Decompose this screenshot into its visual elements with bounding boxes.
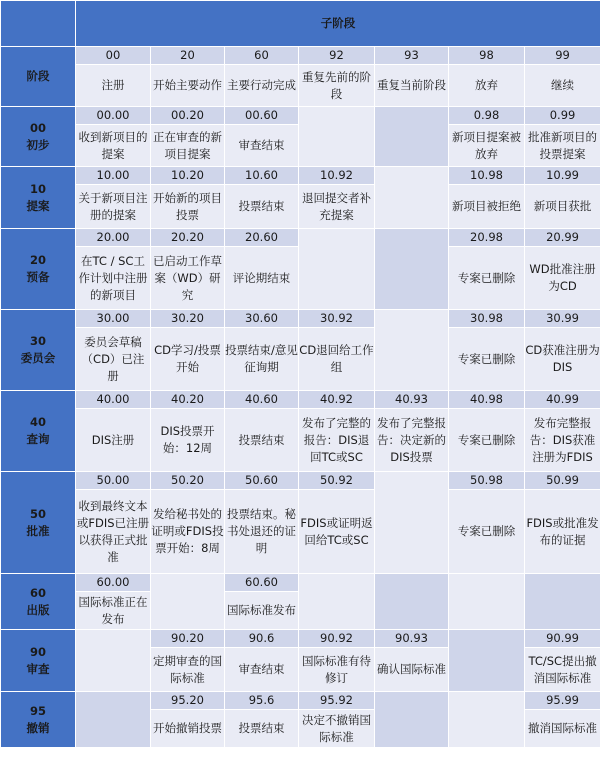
stage-row-codes [1,107,600,125]
substage-description: 投票结束 [225,185,299,229]
stage-row-codes [1,167,600,185]
empty-cell [299,107,375,167]
substage-description: 专案已删除 [449,247,525,310]
stage-name: 预备 [26,270,50,284]
empty-cell [151,574,225,630]
stage-row-codes [1,574,600,592]
substage-code: 50.92 [299,472,375,490]
substage-description: 退回提交者补充提案 [299,185,375,229]
column-code: 99 [525,47,600,65]
empty-cell [375,472,449,574]
substage-code: 90.92 [299,630,375,648]
stage-code: 95 [29,703,46,718]
substage-code: 50.99 [525,472,600,490]
empty-cell [375,692,449,748]
substage-code: 30.60 [225,310,299,328]
empty-cell [449,692,525,748]
column-label: 注册 [76,65,151,107]
empty-cell [76,630,151,692]
substage-description: CD退回给工作组 [299,328,375,391]
substage-code: 10.99 [525,167,600,185]
substage-code: 20.98 [449,229,525,247]
substage-description: 新项目获批 [525,185,600,229]
substage-code: 10.60 [225,167,299,185]
stage-code: 20 [29,253,46,267]
stage-label [1,692,76,748]
stage-row-descriptions [1,490,600,574]
substage-code: 90.99 [525,630,600,648]
substage-description: 新项目提案被放弃 [449,125,525,167]
substage-code: 95.99 [525,692,600,710]
substage-description: FDIS或批准发布的证据 [525,490,600,574]
empty-cell [375,574,449,630]
substage-code: 10.20 [151,167,225,185]
column-label: 继续 [525,65,600,107]
substage-description: 已启动工作草案（WD）研究 [151,247,225,310]
substage-code: 10.98 [449,167,525,185]
stage-name: 委员会 [20,351,56,365]
substage-code: 30.99 [525,310,600,328]
empty-cell [375,107,449,167]
substage-code: 00.00 [76,107,151,125]
substage-code: 50.20 [151,472,225,490]
column-code: 00 [76,47,151,65]
substage-code: 0.98 [449,107,525,125]
substage-description: CD学习/投票开始 [151,328,225,391]
empty-cell [299,229,375,310]
substage-description: 国际标准正在发布 [76,592,151,630]
stage-code: 50 [29,506,46,521]
stage-name: 查询 [26,432,50,446]
substage-description: 投票结束 [225,409,299,472]
substage-description: 发布了完整的报告：DIS退回TC或SC [299,409,375,472]
substage-code: 10.92 [299,167,375,185]
substage-code: 00.20 [151,107,225,125]
substage-code: 40.00 [76,391,151,409]
stage-code: 30 [29,334,46,348]
column-code: 60 [225,47,299,65]
column-code: 92 [299,47,375,65]
substage-code: 50.00 [76,472,151,490]
column-label: 放弃 [449,65,525,107]
stage-label [1,107,76,167]
substage-description: 委员会草稿（CD）已注册 [76,328,151,391]
empty-cell [525,574,600,630]
substage-code: 95.6 [225,692,299,710]
substage-description: 定期审查的国际标准 [151,648,225,692]
substage-code: 30.92 [299,310,375,328]
column-label: 重复当前阶段 [375,65,449,107]
substage-code: 40.99 [525,391,600,409]
stage-row-descriptions [1,185,600,229]
substage-code: 20.99 [525,229,600,247]
substage-code: 90.20 [151,630,225,648]
substage-code: 40.60 [225,391,299,409]
substage-code: 20.60 [225,229,299,247]
stage-name: 初步 [26,137,50,152]
empty-cell [76,692,151,748]
stage-code: 00 [29,120,46,135]
stage-label [1,167,76,229]
stage-code: 10 [29,181,46,196]
stage-row-codes [1,229,600,247]
substage-description: 开始新的项目投票 [151,185,225,229]
empty-cell [449,630,525,692]
substage-code: 30.20 [151,310,225,328]
stage-name: 出版 [26,602,50,617]
stage-label [1,391,76,472]
substage-code: 90.6 [225,630,299,648]
substage-code: 20.20 [151,229,225,247]
substage-description: WD批准注册为CD [525,247,600,310]
substage-code: 30.98 [449,310,525,328]
empty-cell [449,574,525,630]
substage-description: 发给秘书处的证明或FDIS投票开始：8周 [151,490,225,574]
column-label: 重复先前的阶段 [299,65,375,107]
stage-code: 60 [29,585,46,600]
substage-description: TC/SC提出撤消国际标准 [525,648,600,692]
substage-description: DIS注册 [76,409,151,472]
substage-description: 投票结束/意见征询期 [225,328,299,391]
column-code: 20 [151,47,225,65]
substage-code: 50.98 [449,472,525,490]
stage-row-descriptions [1,328,600,391]
substage-description: 专案已删除 [449,328,525,391]
substage-description: CD获准注册为DIS [525,328,600,391]
substage-description: 撤消国际标准 [525,710,600,748]
column-label: 主要行动完成 [225,65,299,107]
empty-cell [299,574,375,630]
substage-code: 40.93 [375,391,449,409]
substage-description: 审查结束 [225,648,299,692]
substage-description: 决定不撤销国际标准 [299,710,375,748]
substage-code: 60.00 [76,574,151,592]
stage-name: 提案 [26,198,50,213]
substage-description: 收到新项目的提案 [76,125,151,167]
empty-cell [375,229,449,310]
substage-description: 国际标准有待修订 [299,648,375,692]
substage-description: 投票结束。秘书处退还的证明 [225,490,299,574]
substage-code: 50.60 [225,472,299,490]
substage-description: 正在审查的新项目提案 [151,125,225,167]
stage-code: 40 [29,415,46,429]
stage-row-descriptions [1,409,600,472]
substage-code: 30.00 [76,310,151,328]
corner-cell [1,1,76,47]
substage-description: 专案已删除 [449,490,525,574]
substage-description: 发布了完整报告：决定新的DIS投票 [375,409,449,472]
substage-code: 0.99 [525,107,600,125]
stage-label [1,630,76,692]
stage-label [1,472,76,574]
substage-description: 确认国际标准 [375,648,449,692]
column-code: 98 [449,47,525,65]
substage-description: 在TC / SC工作计划中注册的新项目 [76,247,151,310]
stage-row-codes [1,692,600,710]
substage-header: 子阶段 [76,1,600,47]
substage-code: 95.20 [151,692,225,710]
stage-label [1,310,76,391]
substage-description: 开始撤销投票 [151,710,225,748]
substage-code: 00.60 [225,107,299,125]
stage-column-header: 阶段 [1,47,76,107]
stage-name: 撤销 [26,720,50,735]
stage-row-codes [1,630,600,648]
substage-description: DIS投票开始：12周 [151,409,225,472]
substage-code: 10.00 [76,167,151,185]
stage-code: 90 [29,644,46,659]
substage-code: 95.92 [299,692,375,710]
stage-row-codes [1,472,600,490]
empty-cell [375,167,449,229]
stage-name: 批准 [26,523,50,538]
substage-code: 40.92 [299,391,375,409]
substage-description: 关于新项目注册的提案 [76,185,151,229]
stage-row-codes [1,391,600,409]
empty-cell [375,310,449,391]
stage-row-codes [1,310,600,328]
stage-name: 审查 [26,661,50,676]
substage-code: 40.20 [151,391,225,409]
substage-description: 专案已删除 [449,409,525,472]
substage-code: 90.93 [375,630,449,648]
substage-description: FDIS或证明返回给TC或SC [299,490,375,574]
substage-description: 收到最终文本或FDIS已注册以获得正式批准 [76,490,151,574]
substage-code: 40.98 [449,391,525,409]
stage-label [1,574,76,630]
column-label: 开始主要动作 [151,65,225,107]
substage-description: 发布完整报告：DIS获准注册为FDIS [525,409,600,472]
stage-label [1,229,76,310]
substage-description: 评论期结束 [225,247,299,310]
substage-description: 新项目被拒绝 [449,185,525,229]
substage-description: 投票结束 [225,710,299,748]
substage-code: 20.00 [76,229,151,247]
column-code: 93 [375,47,449,65]
substage-description: 国际标准发布 [225,592,299,630]
substage-description: 批准新项目的投票提案 [525,125,600,167]
substage-description: 审查结束 [225,125,299,167]
substage-code: 60.60 [225,574,299,592]
